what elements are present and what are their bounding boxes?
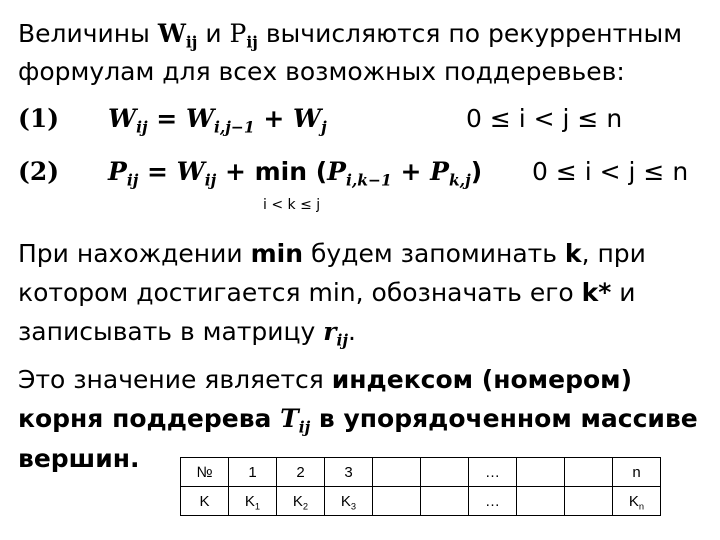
root-index-table (180, 457, 661, 516)
formula-number: (1) (18, 104, 60, 133)
table-cell (373, 458, 421, 487)
formula-number: (2) (18, 157, 60, 186)
table-cell: … (469, 458, 517, 487)
text: и (197, 19, 230, 48)
formula-1-condition: 0 ≤ i < j ≤ n (466, 104, 623, 133)
table-cell: $K_n$ (613, 487, 661, 516)
table-row (181, 458, 661, 487)
table-row (181, 487, 661, 516)
para1-line-3: записывать в матрицу $r_{ij}$. (18, 317, 356, 350)
table-cell (373, 487, 421, 516)
para2-line-2: корня поддерева $T_{ij}$ в упорядоченном массиве (18, 404, 698, 437)
table-cell: … (469, 487, 517, 516)
var-w: $W_{ij}$ (157, 19, 198, 52)
para1-line-1: При нахождении min будем запоминать k, при (18, 239, 646, 268)
intro-line-1 (18, 18, 682, 50)
formula-2 (18, 155, 59, 189)
text: Величины (18, 19, 158, 48)
table-cell: $K_3$ (325, 487, 373, 516)
formula-2-condition: 0 ≤ i < j ≤ n (532, 157, 689, 186)
table-cell: n (613, 458, 661, 487)
formula-1-expression: $W_{ij} = W_{i,j-1} + W_j$ (108, 104, 327, 137)
table-cell: 2 (277, 458, 325, 487)
table-cell: 3 (325, 458, 373, 487)
para2-line-3: вершин. (18, 444, 140, 473)
table-cell: 1 (229, 458, 277, 487)
table-cell: $K_2$ (277, 487, 325, 516)
formula-1 (18, 102, 59, 136)
intro-line-2: формулам для всех возможных поддеревьев: (18, 57, 625, 86)
para1-line-2: котором достигается min, обозначать его k* и (18, 278, 636, 307)
table-cell: № (181, 458, 229, 487)
table-cell (517, 487, 565, 516)
para2-line-1: Это значение является индексом (номером) (18, 365, 632, 394)
table-cell (565, 487, 613, 516)
table-cell (421, 487, 469, 516)
table-cell: $K_1$ (229, 487, 277, 516)
text: вычисляются по рекуррентным (257, 19, 683, 48)
table-cell (517, 458, 565, 487)
table-cell (421, 458, 469, 487)
table-cell (565, 458, 613, 487)
table-cell: K (181, 487, 229, 516)
var-p: $P_{ij}$ (229, 19, 258, 52)
formula-2-expression: $P_{ij} = W_{ij} + \min (P_{i,k-1} + P_{k,j})$ (108, 157, 483, 190)
min-range-label: i < k ≤ j (263, 197, 321, 213)
